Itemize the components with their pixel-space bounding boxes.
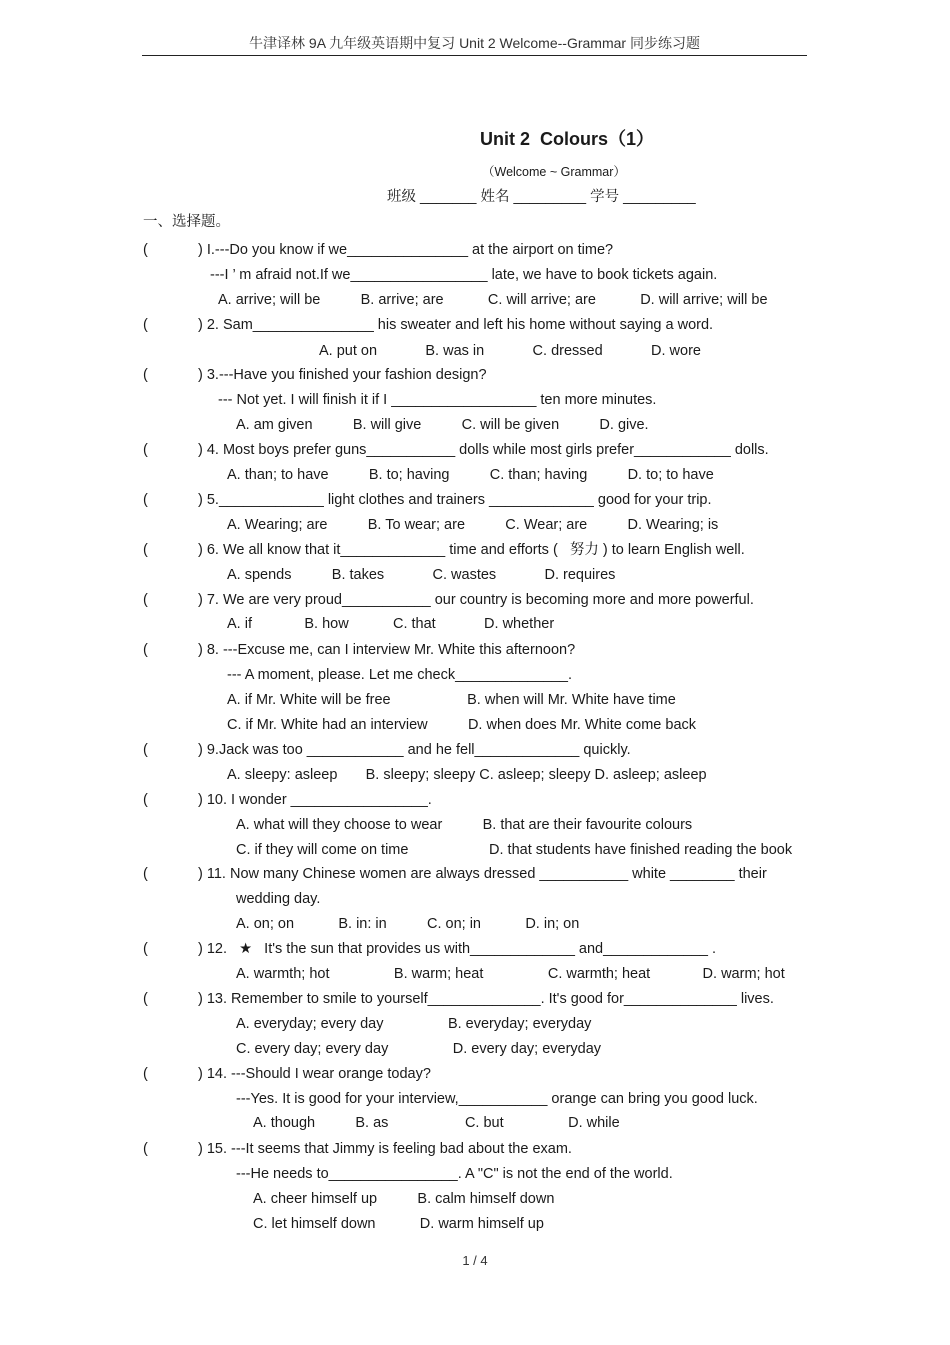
answer-paren: ( <box>143 941 148 957</box>
answer-paren: ( <box>143 642 148 658</box>
answer-paren: ( <box>143 866 148 882</box>
answer-paren: ( <box>143 742 148 758</box>
question-line: ) 8. ---Excuse me, can I interview Mr. White this afternoon? <box>198 642 576 658</box>
question-line: A. am given B. will give C. will be given D. give. <box>236 417 649 433</box>
question-line: C. every day; every day D. every day; everyday <box>236 1041 602 1057</box>
question-line: ) 5._____________ light clothes and trainers _____________ good for your trip. <box>198 492 712 508</box>
page-title: Unit 2 Colours（1） <box>480 129 655 149</box>
question-line: A. arrive; will be B. arrive; are C. will arrive; are D. will arrive; will be <box>218 292 768 308</box>
subtitle: （Welcome ~ Grammar） <box>482 165 626 179</box>
question-line: C. let himself down D. warm himself up <box>253 1216 544 1232</box>
answer-paren: ( <box>143 317 148 333</box>
answer-paren: ( <box>143 991 148 1007</box>
question-line: A. sleepy: asleep B. sleepy; sleepy C. asleep; sleepy D. asleep; asleep <box>227 767 707 783</box>
answer-paren: ( <box>143 1141 148 1157</box>
question-line: ) 13. Remember to smile to yourself______________. It's good for______________ lives. <box>198 991 774 1007</box>
question-line: A. if Mr. White will be free B. when will Mr. White have time <box>227 692 676 708</box>
question-line: ) 3.---Have you finished your fashion design? <box>198 367 487 383</box>
question-line: A. warmth; hot B. warm; heat C. warmth; heat D. warm; hot <box>236 966 785 982</box>
question-line: ) 12. ★ It's the sun that provides us with_____________ and_____________ . <box>198 941 717 957</box>
question-line: ) 11. Now many Chinese women are always dressed ___________ white ________ their <box>198 866 767 882</box>
question-line: ) 7. We are very proud___________ our country is becoming more and more powerful. <box>198 592 754 608</box>
question-line: ) 4. Most boys prefer guns___________ dolls while most girls prefer____________ dolls. <box>198 442 769 458</box>
answer-paren: ( <box>143 542 148 558</box>
question-line: C. if they will come on time D. that students have finished reading the book <box>236 842 793 858</box>
question-line: A. than; to have B. to; having C. than; having D. to; to have <box>227 467 714 483</box>
question-line: ) 6. We all know that it_____________ time and efforts ( 努力 ) to learn English well. <box>198 542 745 558</box>
question-line: A. spends B. takes C. wastes D. requires <box>227 567 616 583</box>
question-line: ) 14. ---Should I wear orange today? <box>198 1066 431 1082</box>
answer-paren: ( <box>143 242 148 258</box>
question-line: ---He needs to________________. A "C" is not the end of the world. <box>236 1166 673 1182</box>
answer-paren: ( <box>143 492 148 508</box>
answer-paren: ( <box>143 792 148 808</box>
question-line: --- Not yet. I will finish it if I __________________ ten more minutes. <box>218 392 657 408</box>
answer-paren: ( <box>143 1066 148 1082</box>
question-line: ) 2. Sam_______________ his sweater and left his home without saying a word. <box>198 317 714 333</box>
question-line: A. if B. how C. that D. whether <box>227 616 555 632</box>
question-line: A. put on B. was in C. dressed D. wore <box>319 343 701 359</box>
question-line: ---Yes. It is good for your interview,___________ orange can bring you good luck. <box>236 1091 758 1107</box>
answer-paren: ( <box>143 442 148 458</box>
answer-paren: ( <box>143 592 148 608</box>
running-header: 牛津译林 9A 九年级英语期中复习 Unit 2 Welcome--Grammar 同步练习题 <box>142 33 807 56</box>
question-line: A. though B. as C. but D. while <box>253 1115 620 1131</box>
question-line: ) 15. ---It seems that Jimmy is feeling bad about the exam. <box>198 1141 572 1157</box>
question-line: A. on; on B. in: in C. on; in D. in; on <box>236 916 580 932</box>
page-number: 1 / 4 <box>462 1253 488 1268</box>
student-info-line: 班级 _______ 姓名 _________ 学号 _________ <box>387 189 696 205</box>
section-heading: 一、选择题。 <box>143 214 230 230</box>
question-line: ) 9.Jack was too ____________ and he fell_____________ quickly. <box>198 742 631 758</box>
question-line: ) I.---Do you know if we_______________ at the airport on time? <box>198 242 614 258</box>
question-line: C. if Mr. White had an interview D. when does Mr. White come back <box>227 717 697 733</box>
question-line: wedding day. <box>236 891 321 907</box>
question-line: A. what will they choose to wear B. that are their favourite colours <box>236 817 693 833</box>
question-line: ---I ’ m afraid not.If we_________________ late, we have to book tickets again. <box>210 267 718 283</box>
question-line: A. cheer himself up B. calm himself down <box>253 1191 555 1207</box>
question-line: --- A moment, please. Let me check______________. <box>227 667 572 683</box>
question-line: A. Wearing; are B. To wear; are C. Wear; are D. Wearing; is <box>227 517 719 533</box>
question-line: A. everyday; every day B. everyday; everyday <box>236 1016 592 1032</box>
answer-paren: ( <box>143 367 148 383</box>
question-line: ) 10. I wonder _________________. <box>198 792 432 808</box>
